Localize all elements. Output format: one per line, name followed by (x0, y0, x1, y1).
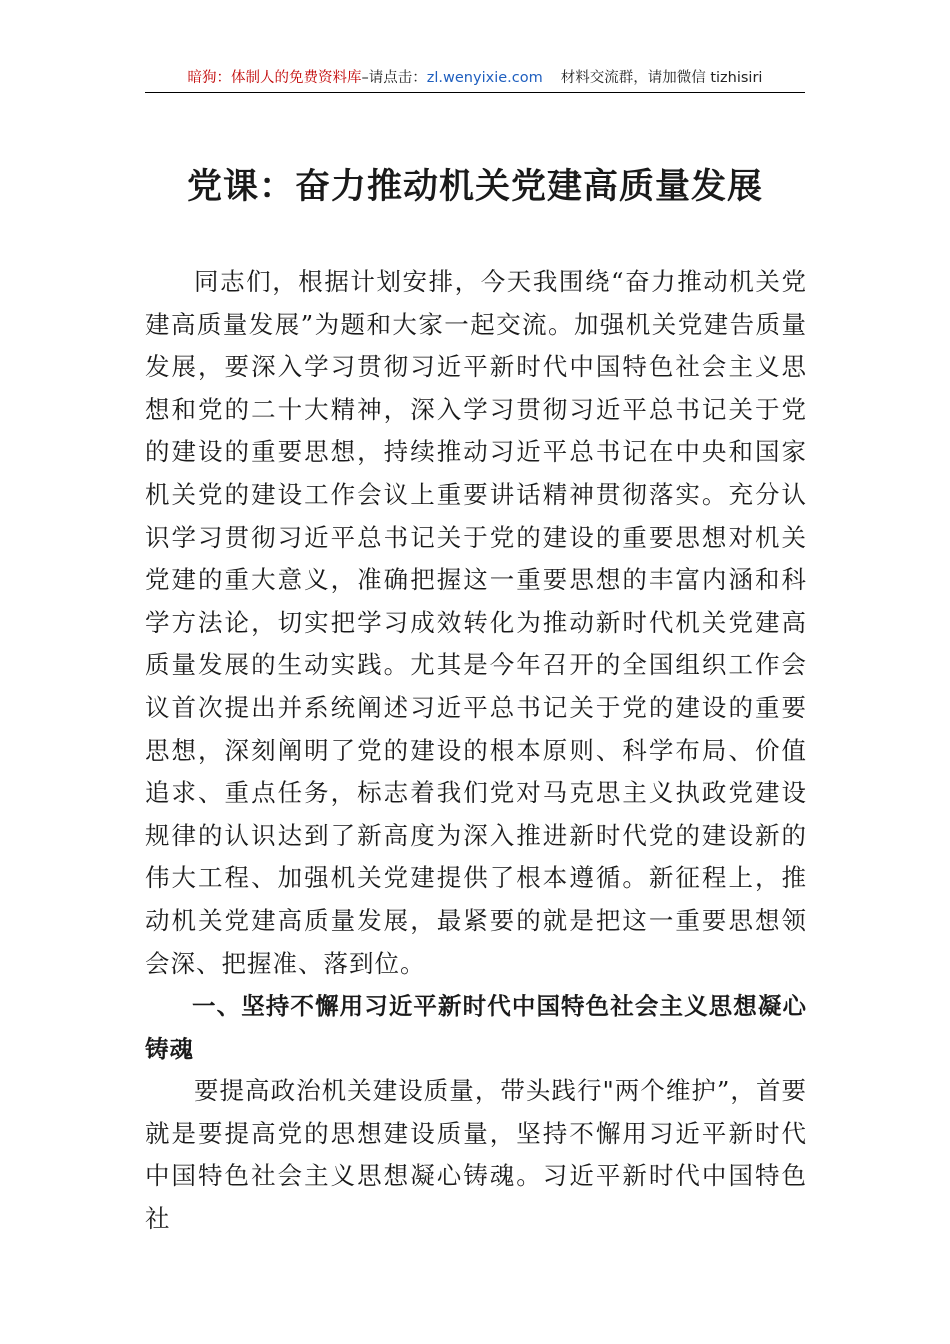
header-source-label: 暗狗：体制人的免费资料库 (187, 70, 362, 86)
intro-paragraph: 同志们，根据计划安排，今天我围绕“奋力推动机关党建高质量发展”为题和大家一起交流。加强机关党建告质量发展，要深入学习贯彻习近平新时代中国特色社会主义思想和党的二十大精神，深入学习贯彻习近平总书记关于党的建设的重要思想，持续推动习近平总书记在中央和国家机关党的建设工作会议上重要讲话精神贯彻落实。充分认识学习贯彻习近平总书记关于党的建设的重要思想对机关党建的重大意义，准确把握这一重要思想的丰富内涵和科学方法论，切实把学习成效转化为推动新时代机关党建高质量发展的生动实践。尤其是今年召开的全国组织工作会议首次提出并系统阐述习近平总书记关于党的建设的重要思想，深刻阐明了党的建设的根本原则、科学布局、价值追求、重点任务，标志着我们党对马克思主义执政党建设规律的认识达到了新高度为深入推进新时代党的建设新的伟大工程、加强机关党建提供了根本遵循。新征程上，推动机关党建高质量发展，最紧要的就是把这一重要思想领会深、把握准、落到位。 (145, 267, 807, 978)
section-heading-1: 一、坚持不懈用习近平新时代中国特色社会主义思想凝心铸魂 (145, 992, 807, 1063)
header-url-link[interactable]: zl.wenyixie.com (426, 70, 543, 86)
header-click-label: –请点击： (361, 70, 427, 86)
page-header (145, 64, 805, 93)
document-body (145, 261, 807, 1241)
document-title: 党课：奋力推动机关党建高质量发展 (186, 166, 763, 207)
header-contact: 材料交流群，请加微信 tizhisiri (560, 70, 763, 86)
section-1-paragraph: 要提高政治机关建设质量，带头践行"两个维护”，首要就是要提高党的思想建设质量，坚持不懈用习近平新时代中国特色社会主义思想凝心铸魂。习近平新时代中国特色社 (145, 1076, 807, 1234)
